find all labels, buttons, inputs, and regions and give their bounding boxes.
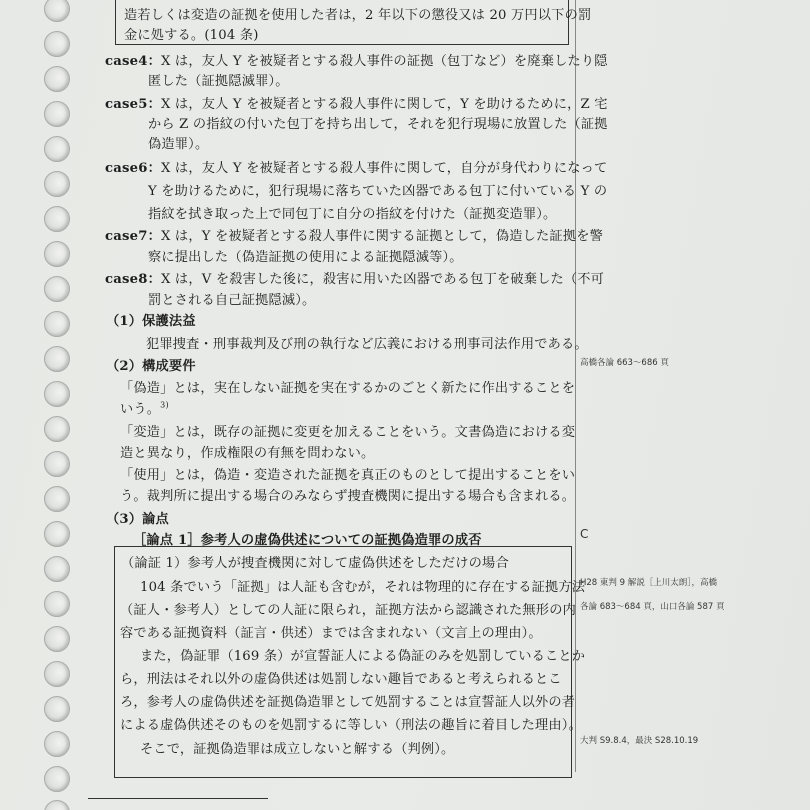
definition-gizou-line-2: [120, 398, 169, 417]
binder-hole: [44, 101, 70, 127]
argument-p2-line-2: ら，刑法はそれ以外の虚偽供述は処罰しない趣旨であると考えられるとこ: [120, 672, 562, 687]
argument-p1-line-2: （証人・参考人）としての人証に限られ，証拠方法から認識された無形の内: [120, 603, 576, 618]
binder-hole: [44, 206, 70, 232]
margin-note-2-line-2: 各論 683～684 頁，山口各論 587 頁: [580, 602, 725, 612]
argument-p2-line-3: ろ，参考人の虚偽供述を証拠偽造罪として処罰することは宣誓証人以外の者: [120, 695, 576, 710]
argument-p2-line-1: また，偽証罪（169 条）が宣誓証人による偽証のみを処罰していることか: [140, 649, 586, 664]
case-label: case5：: [105, 97, 161, 112]
footnote-divider: [88, 798, 268, 799]
definition-henzou-line-2: 造と異なり，作成権限の有無を問わない。: [120, 446, 375, 461]
binder-hole: [44, 346, 70, 372]
case7: [105, 225, 603, 244]
argument-p1-line-3: 容である証拠資料（証言・供述）までは含まれない（文言上の理由）。: [120, 626, 542, 641]
argument-title: （論証 1）参考人が捜査機関に対して虚偽供述をしただけの場合: [121, 556, 509, 571]
case-label: case8：: [105, 272, 161, 287]
section-heading-issues: （3）論点: [106, 512, 169, 527]
binder-hole: [44, 800, 70, 810]
definition-henzou-line-1: 「変造」とは，既存の証拠に変更を加えることをいう。文書偽造における変: [120, 425, 576, 440]
binder-holes: [0, 0, 80, 810]
case4: [105, 50, 608, 69]
case5-line-2: から Z の指紋の付いた包丁を持ち出して，それを犯行現場に放置した（証拠: [148, 117, 608, 132]
margin-note-reference: 高橋各論 663～686 頁: [580, 358, 669, 368]
case-text: X は，Y を被疑者とする殺人事件に関する証拠として，偽造した証拠を警: [160, 229, 603, 244]
definition-shiyou-line-2: う。裁判所に提出する場合のみならず捜査機関に提出する場合も含まれる。: [120, 489, 576, 504]
binder-hole: [44, 136, 70, 162]
binder-hole: [44, 556, 70, 582]
case7-line-2: 察に提出した（偽造証拠の使用による証拠隠滅等）。: [148, 250, 463, 265]
definition-gizou-line-1: 「偽造」とは，実在しない証拠を実在するかのごとく新たに作出することを: [120, 381, 576, 396]
binder-hole: [44, 451, 70, 477]
case-text: X は，V を殺害した後に，殺害に用いた凶器である包丁を破棄した（不可: [160, 272, 605, 287]
case6-line-3: 指紋を拭き取った上で同包丁に自分の指紋を付けた（証拠変造罪）。: [148, 207, 557, 222]
binder-hole: [44, 696, 70, 722]
definition-shiyou-line-1: 「使用」とは，偽造・変造された証拠を真正のものとして提出することをい: [120, 468, 576, 483]
case6-line-2: Y を助けるために，犯行現場に落ちていた凶器である包丁に付いている Y の: [148, 184, 608, 199]
binder-hole: [44, 731, 70, 757]
binder-hole: [44, 241, 70, 267]
case-text: X は，友人 Y を被疑者とする殺人事件に関して，Y を助けるために，Z 宅: [160, 97, 608, 112]
case5: [105, 93, 608, 112]
binder-hole: [44, 311, 70, 337]
case-label: case7：: [105, 229, 161, 244]
binder-hole: [44, 591, 70, 617]
case-text: X は，友人 Y を被疑者とする殺人事件の証拠（包丁など）を廃棄したり隠: [160, 54, 608, 69]
binder-hole: [44, 416, 70, 442]
binder-hole: [44, 171, 70, 197]
case8: [105, 268, 604, 287]
issue-1-title: ［論点 1］参考人の虚偽供述についての証拠偽造罪の成否: [133, 533, 482, 548]
footnote-ref: 3): [160, 400, 169, 410]
statute-line-2: 金に処する。(104 条): [124, 28, 259, 43]
argument-conclusion: そこで，証拠偽造罪は成立しないと解する（判例）。: [140, 742, 455, 757]
case4-line-2: 匿した（証拠隠滅罪）。: [148, 74, 289, 89]
binder-hole: [44, 626, 70, 652]
argument-p2-line-4: による虚偽供述そのものを処罰するに等しい（刑法の趣旨に着目した理由）。: [120, 718, 582, 733]
binder-hole: [44, 766, 70, 792]
case5-line-3: 偽造罪）。: [148, 137, 209, 152]
gizou-line-2-text: いう。: [120, 402, 161, 417]
section-heading-elements: （2）構成要件: [106, 359, 196, 374]
case8-line-2: 罰とされる自己証拠隠滅）。: [148, 293, 316, 308]
binder-hole: [44, 521, 70, 547]
case6: [105, 157, 607, 176]
binder-hole: [44, 661, 70, 687]
statute-line-1: 造若しくは変造の証拠を使用した者は，2 年以下の懲役又は 20 万円以下の罰: [124, 8, 592, 23]
margin-note-2-line-1: H28 東判 9 解説［上川太朗］，高橋: [580, 578, 717, 588]
case-text: X は，友人 Y を被疑者とする殺人事件に関して，自分が身代わりになって: [160, 161, 608, 176]
margin-note-precedent: 大判 S9.8.4，最決 S28.10.19: [580, 736, 699, 746]
binder-hole: [44, 31, 70, 57]
section-1-body: 犯罪捜査・刑事裁判及び刑の執行など広義における刑事司法作用である。: [146, 337, 588, 352]
binder-hole: [44, 0, 70, 22]
section-heading-protected-interest: （1）保護法益: [106, 314, 196, 329]
case-label: case6：: [105, 161, 161, 176]
binder-hole: [44, 66, 70, 92]
binder-hole: [44, 486, 70, 512]
argument-p1-line-1: 104 条でいう「証拠」は人証も含むが，それは物理的に存在する証拠方法: [140, 580, 586, 595]
binder-hole: [44, 381, 70, 407]
binder-hole: [44, 276, 70, 302]
case-label: case4：: [105, 54, 161, 69]
margin-rank: C: [580, 527, 589, 541]
